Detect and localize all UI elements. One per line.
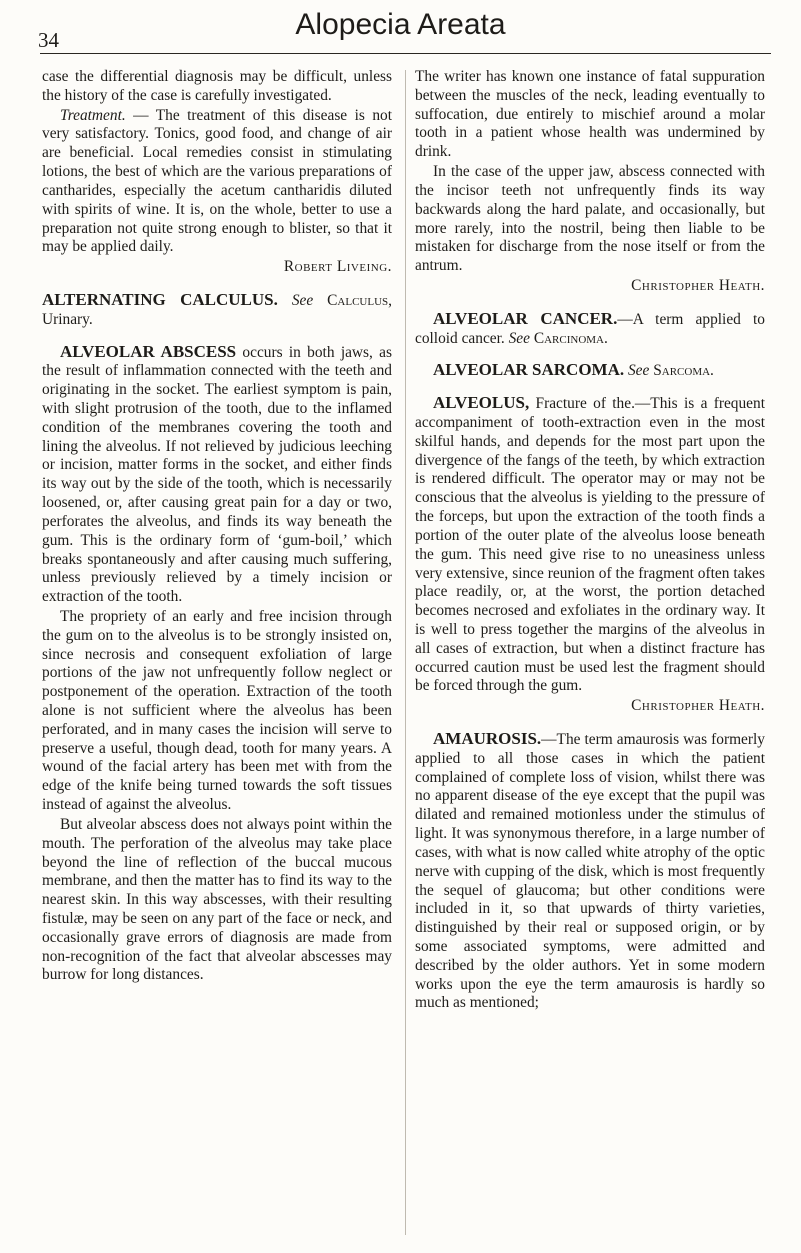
see-label: See [291,291,314,309]
treatment-label: Treatment. [60,106,126,124]
entry-alveolus-fracture [415,393,765,696]
author-signature: Robert Liveing. [283,258,392,276]
entry-alveolar-cancer [415,309,765,349]
paragraph: The propriety of an early and free incision through the gum on to the alveolus is to be strongly insisted on, since necrosis and consequent exfoliation of large portions of the jaw not unfrequently follow neglect or postponement of the operation. Extraction of the tooth alone is not sufficient where the alveolus has been perforated, and in many cases the incision will serve to preserve a useful, though dead, tooth for many years. A wound of the facial artery has been met with from the edge of the knife being turned towards the soft tissues instead of against the alveolus. [42,607,392,814]
paragraph: In the case of the upper jaw, abscess connected with the incisor teeth not unfrequently finds its way backwards along the hard palate, and occasionally, but more rarely, into the nostril, being then liable to be mistaken for discharge from the nose itself or from the antrum. [415,163,765,275]
headword: ALTERNATING CALCULUS. [42,289,278,309]
cross-reference: Sarcoma. [653,362,714,380]
paragraph-continuation: case the differential diagnosis may be difficult, unless the history of the case is carefully investigated. [42,68,392,104]
entry-alveolar-abscess [42,342,392,607]
header-rule [40,53,771,54]
entry-amaurosis [415,729,765,1013]
cross-reference-tail: , Urinary. [42,291,392,328]
cross-reference: Calculus [327,291,389,309]
headword: ALVEOLAR CANCER. [433,308,618,328]
entry-text: Fracture of the.—This is a frequent accompaniment of tooth-extraction even in the most skilful hands, and depends for the most part upon the divergence of the fangs of the teeth, by which extraction is rendered difficult. The operator may or may not be conscious that the alveolus is yielding to the pressure of the forceps, but upon the extraction of the tooth finds a portion of the outer plate of the alveolus loose beneath the gum. This need give rise to no uneasiness unless very extensive, since reunion of the fragment often takes place readily, or, at the worst, the portion detached becomes necrosed and exfoliates in the ordinary way. It is well to press together the margins of the alveolus in all cases of extraction, but when a distinct fracture has occurred caution must be used lest the fragment should be forced through the gum. [415,395,765,695]
headword: ALVEOLAR SARCOMA. [433,360,625,380]
entry-alternating-calculus [42,290,392,330]
headword: ALVEOLUS, [433,393,530,413]
treatment-text: — The treatment of this disease is not very satisfactory. Tonics, good food, and change of air are beneficial. Local remedies consist in stimulating lotions, the best of which are the various preparations of cantharides, especially the acetum cantharidis diluted with spirits of wine. It is, on the whole, better to use a preparation not quite strong enough to blister, so that it may be applied daily. [42,106,392,256]
page-number: 34 [38,28,59,52]
author-signature: Christopher Heath. [631,276,765,294]
paragraph: But alveolar abscess does not always point within the mouth. The perforation of the alveolus may take place beyond the line of reflection of the buccal mucous membrane, and then the matter has to find its way to the nearest skin. In this way abscesses, with their resulting fistulæ, may be seen on any part of the face or neck, and occasionally grave errors of diagnosis are made from non-recognition of the fact that alveolar abscesses may burrow for long distances. [42,815,392,984]
entry-alveolar-sarcoma [415,360,765,381]
entry-text: —The term amaurosis was formerly applied to all those cases in which the patient complained of complete loss of vision, whilst there was no apparent disease of the eye except that the pupil was dilated and remained motionless under the stimulus of light. It was synonymous therefore, in a large number of cases, with what is now called white atrophy of the optic nerve with cupping of the disk, which is most frequently the sequel of glaucoma; but other conditions were included in it, so that upwards of thirty varieties, distinguished by their real or supposed origin, or by some associated symptoms, were admitted and described by the older authors. Yet in some modern works upon the eye the term amaurosis is hardly so much as mentioned; [415,731,765,1012]
treatment-paragraph [42,107,392,258]
running-title: Alopecia Areata [295,8,506,41]
column-divider [405,70,406,1235]
paragraph: The writer has known one instance of fatal suppuration between the muscles of the neck, leading eventually to suffocation, due entirely to mischief around a molar tooth in a patient whose health was undermined by drink. [415,68,765,161]
see-label: See [627,362,650,380]
see-label: See [508,329,530,347]
author-signature: Christopher Heath. [631,697,765,715]
entry-text: occurs in both jaws, as the result of inflammation connected with the teeth and originating in the socket. The earliest symptom is pain, with slight protrusion of the tooth, due to the inflamed condition of the membranes covering the tooth and lining the alveolus. If not relieved by judicious leeching or incision, matter forms in the socket, and either finds its way out by the side of the tooth, which is necessarily loosened, or, after causing great pain for a day or two, perforates the alveolus, and finds its way beneath the gum. This is the ordinary form of ‘gum-boil,’ which breaks spontaneously and after causing much suffering, unless previously relieved by a timely incision or extraction of the tooth. [42,343,392,606]
headword: AMAUROSIS. [433,729,542,748]
entry-text: —A term applied to colloid cancer. [415,310,765,347]
left-column [42,68,392,1238]
right-column [415,68,765,1238]
cross-reference: Carcinoma. [533,329,608,347]
headword: ALVEOLAR ABSCESS [60,341,237,361]
